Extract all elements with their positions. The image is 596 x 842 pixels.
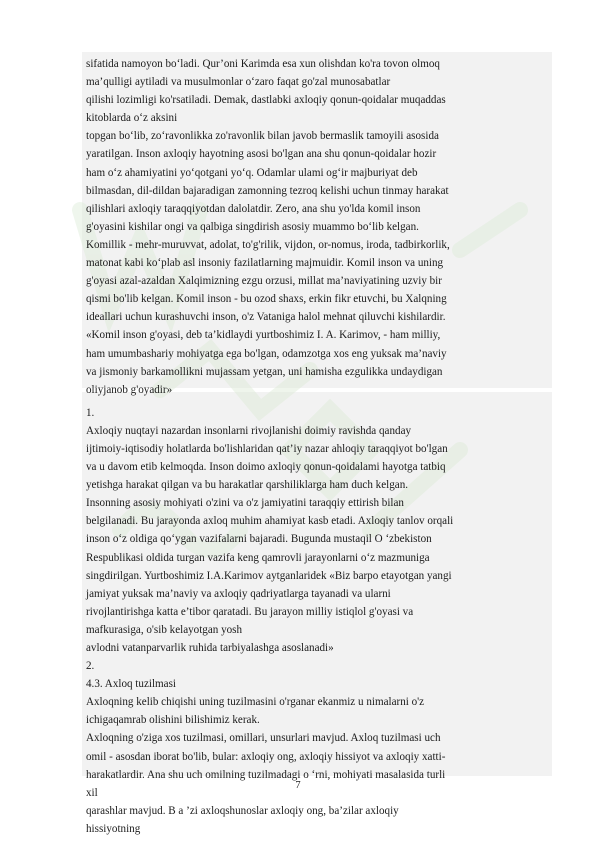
text-line: ma’qulligi aytiladi va musulmonlar o‘zaro faqat go'zal munosabatlar	[86, 76, 391, 89]
text-line: ham umumbashariy mohiyatga ega bo'lgan, odamzotga xos eng yuksak ma’naviy	[86, 347, 447, 360]
text-line: 4.3. Axloq tuzilmasi	[86, 678, 176, 691]
text-line: Komillik - mehr-muruvvat, adolat, to'g'rilik, vijdon, or-nomus, iroda, tadbirkorlik,	[86, 238, 450, 251]
text-line: avlodni vatanparvarlik ruhida tarbiyalashga asoslanadi»	[86, 642, 334, 654]
text-line: omil - asosdan iborat bo'lib, bular: axloqiy ong, axloqiy hissiyot va axloqiy xatti-	[86, 750, 446, 763]
text-line: sifatida namoyon bo‘ladi. Qur’oni Karimda esa xun olishdan ko'ra tovon olmoq	[86, 58, 440, 70]
text-line: yaratilgan. Inson axloqiy hayotning asosi bo'lgan ana shu qonun-qoidalar hozir	[86, 148, 437, 161]
text-line: g'oyasini kishilar ongi va qalbiga singdirish asosiy muammo bo‘lib kelgan.	[86, 220, 419, 233]
text-line: Axloqning kelib chiqishi uning tuzilmasini o'rganar ekanmiz u nimalarni o'z	[86, 696, 425, 709]
text-line: «Komil inson g'oyasi, deb ta’kidlaydi yurtboshimiz I. A. Karimov, - ham milliy,	[86, 329, 441, 342]
text-line: Axloqiy nuqtayi nazardan insonlarni rivojlanishi doimiy ravishda qanday	[86, 424, 412, 437]
text-line: va jismoniy barkamollikni mujassam yetgan, uni hamisha ezgulikka undaydigan	[86, 365, 443, 378]
page-number: 7	[295, 780, 301, 791]
text-line: va u davom etib kelmoqda. Inson doimo axloqiy qonun-qoidalami hayotga tatbiq	[86, 461, 446, 474]
text-line: jamiyat yuksak ma’naviy va axloqiy qadriyatlarga tayanadi va ularni	[86, 587, 391, 600]
text-line: inson o‘z oldiga qo‘ygan vazifalarni bajaradi. Bugunda mustaqil O ‘zbekiston	[86, 533, 432, 546]
paragraph-block-1	[86, 55, 546, 399]
text-line: ideallari uchun kurashuvchi inson, o'z Vataniga halol mehnat qiluvchi kishilardir.	[86, 311, 446, 324]
text-line: Axloqning o'ziga xos tuzilmasi, omillari, unsurlari mavjud. Axloq tuzilmasi uch	[86, 732, 441, 745]
text-line: singdirilgan. Yurtboshimiz I.A.Karimov aytganlaridek «Biz barpo etayotgan yangi	[86, 569, 452, 582]
text-line: qilishlari axloqiy taraqqiyotdan dalolatdir. Zero, ana shu yo'lda komil inson	[86, 202, 421, 215]
text-line: oliyjanob g'oyadir»	[86, 383, 173, 396]
text-line: yetishga harakat qilgan va bu harakatlar qarshiliklarga ham duch kelgan.	[86, 479, 409, 492]
text-line: kitoblarda o‘z aksini	[86, 112, 178, 125]
text-line: ichigaqamrab olishini bilishimiz kerak.	[86, 714, 260, 727]
text-line: 2.	[86, 660, 95, 673]
body-text	[86, 55, 546, 838]
text-line: rivojlantirishga katta e’tibor qaratadi. Bu jarayon milliy istiqlol g'oyasi va	[86, 605, 414, 618]
text-line: ijtimoiy-iqtisodiy holatlarda bo'lishlaridan qat’iy nazar ahloqiy taraqqiyot bo'lgan	[86, 442, 448, 455]
text-line: harakatlardir. Ana shu uch omilning tuzilmadagi o ‘rni, mohiyati masalasida turli	[86, 768, 446, 781]
text-line: topgan bo‘lib, zo‘ravonlikka zo'ravonlik bilan javob bermaslik tamoyili asosida	[86, 130, 439, 143]
text-line: Respublikasi oldida turgan vazifa keng qamrovli jarayonlarni o‘z mazmuniga	[86, 551, 430, 564]
text-line: matonat kabi ko‘plab asl insoniy fazilatlarning majmuidir. Komil inson va uning	[86, 257, 444, 270]
text-line: qilishi lozimligi ko'rsatiladi. Demak, dastlabki axloqiy qonun-qoidalar muqaddas	[86, 94, 446, 107]
text-line: 1.	[86, 406, 95, 419]
paragraph-block-2	[86, 404, 546, 838]
text-line: qarashlar mavjud. B a ’zi axloqshunoslar axloqiy ong, ba’zilar axloqiy	[86, 804, 399, 817]
text-line: belgilanadi. Bu jarayonda axloq muhim ahamiyat kasb etadi. Axloqiy tanlov orqali	[86, 515, 454, 528]
text-line: bilmasdan, dil-dildan bajaradigan zamonning tezroq kelishi uchun tinmay harakat	[86, 184, 449, 197]
text-line: Insonning asosiy mohiyati o'zini va o'z jamiyatini taraqqiy ettirish bilan	[86, 497, 404, 510]
text-line: mafkurasiga, o'sib kelayotgan yosh	[86, 623, 243, 636]
text-line: qismi bo'lib kelgan. Komil inson - bu ozod shaxs, erkin fikr etuvchi, bu Xalqning	[86, 293, 447, 306]
text-line: ham o‘z ahamiyatini yo‘qotgani yo‘q. Odamlar ulami og‘ir majburiyat deb	[86, 166, 418, 179]
text-line: xil	[86, 786, 98, 799]
text-line: g'oyasi azal-azaldan Xalqimizning ezgu orzusi, millat ma’naviyatining uzviy bir	[86, 275, 442, 288]
text-line: hissiyotning	[86, 822, 141, 835]
